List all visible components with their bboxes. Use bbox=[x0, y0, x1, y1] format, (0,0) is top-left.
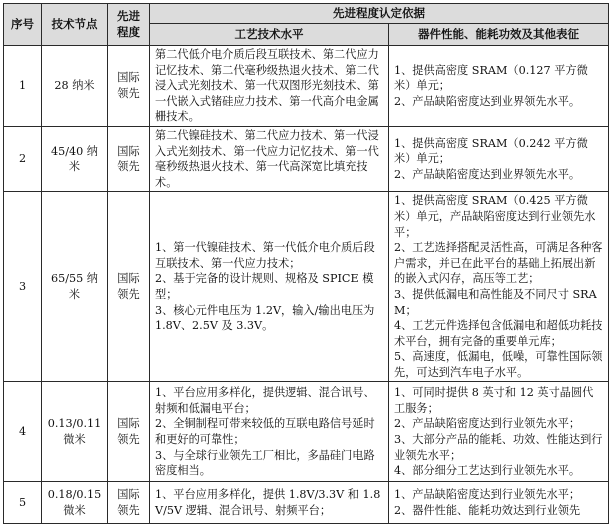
perf-line: 4、部分细分工艺达到行业领先水平。 bbox=[394, 464, 581, 478]
header-perf: 器件性能、能耗功效及其他表征 bbox=[389, 24, 609, 46]
perf-line: 2、工艺选择搭配灵活性高，可满足各种客户需求，并已在此平台的基础上拓展出新的嵌入式闪存，高压等工艺； bbox=[394, 241, 603, 286]
cell-perf bbox=[389, 482, 609, 524]
cell-level: 国际领先 bbox=[108, 126, 150, 191]
tech-line: 1、平台应用多样化，提供 1.8V/3.3V 和 1.8V/5V 逻辑、混合讯号、射频平台； bbox=[155, 488, 381, 517]
cell-tech bbox=[150, 46, 389, 127]
cell-level: 国际领先 bbox=[108, 46, 150, 127]
cell-tech bbox=[150, 382, 389, 482]
tech-line: 2、全铜制程可带来较低的互联电路信号延时和更好的可靠性； bbox=[155, 417, 375, 446]
cell-tech bbox=[150, 126, 389, 191]
cell-tech bbox=[150, 192, 389, 382]
tech-line: 3、与全球行业领先工厂相比，多晶硅门电路密度相当。 bbox=[155, 448, 375, 478]
cell-level: 国际领先 bbox=[108, 382, 150, 482]
table-row bbox=[4, 192, 609, 382]
cell-seq: 4 bbox=[4, 382, 42, 482]
cell-node: 45/40 纳米 bbox=[42, 126, 108, 191]
header-seq: 序号 bbox=[4, 4, 42, 46]
perf-line: 2、产品缺陷密度达到业界领先水平。 bbox=[394, 167, 581, 181]
table-row bbox=[4, 382, 609, 482]
tech-line: 2、基于完备的设计规则、规格及 SPICE 模型； bbox=[155, 272, 374, 301]
tech-line: 3、核心元件电压为 1.2V，输入/输出电压为 1.8V、2.5V 及 3.3V。 bbox=[155, 303, 375, 333]
table-body bbox=[4, 46, 609, 524]
cell-tech bbox=[150, 482, 389, 524]
cell-node: 0.18/0.15 微米 bbox=[42, 482, 108, 524]
cell-node: 28 纳米 bbox=[42, 46, 108, 127]
tech-line: 1、平台应用多样化，提供逻辑、混合讯号、射频和低漏电平台； bbox=[155, 386, 375, 415]
cell-perf bbox=[389, 46, 609, 127]
cell-seq: 2 bbox=[4, 126, 42, 191]
cell-level: 国际领先 bbox=[108, 192, 150, 382]
perf-line: 2、产品缺陷密度达到行业领先水平； bbox=[394, 417, 581, 431]
tech-line: 第二代镍硅技术、第二代应力技术、第一代浸入式光刻技术、第一代应力记忆技术、第一代毫秒级热退火技术、第一代高深宽比填充技术。 bbox=[155, 128, 379, 189]
perf-line: 2、产品缺陷密度达到业界领先水平。 bbox=[394, 94, 581, 108]
perf-line: 1、提供高密度 SRAM（0.127 平方微米）单元； bbox=[394, 63, 588, 93]
cell-seq: 3 bbox=[4, 192, 42, 382]
cell-perf bbox=[389, 126, 609, 191]
cell-seq: 1 bbox=[4, 46, 42, 127]
cell-node: 65/55 纳米 bbox=[42, 192, 108, 382]
cell-seq: 5 bbox=[4, 482, 42, 524]
perf-line: 4、工艺元件选择包含低漏电和超低功耗技术平台，拥有完备的重要单元库； bbox=[394, 319, 603, 348]
cell-perf bbox=[389, 192, 609, 382]
cell-perf bbox=[389, 382, 609, 482]
perf-line: 1、提供高密度 SRAM（0.242 平方微米）单元； bbox=[394, 136, 588, 166]
cell-node: 0.13/0.11 微米 bbox=[42, 382, 108, 482]
table-row bbox=[4, 46, 609, 127]
cell-level: 国际领先 bbox=[108, 482, 150, 524]
perf-line: 3、提供低漏电和高性能及不同尺寸 SRAM； bbox=[394, 287, 597, 317]
table-row bbox=[4, 126, 609, 191]
tech-node-table bbox=[3, 3, 609, 524]
header-node: 技术节点 bbox=[42, 4, 108, 46]
header-basis: 先进程度认定依据 bbox=[150, 4, 609, 24]
perf-line: 1、产品缺陷密度达到行业领先水平； bbox=[394, 488, 581, 502]
perf-line: 3、大部分产品的能耗、功效、性能达到行业领先水平； bbox=[394, 432, 603, 462]
table-row bbox=[4, 482, 609, 524]
header-level: 先进程度 bbox=[108, 4, 150, 46]
perf-line: 5、高速度，低漏电，低噪，可靠性国际领先，可达到汽车电子水平。 bbox=[394, 350, 603, 379]
tech-line: 1、第一代镍硅技术、第一代低介电介质后段互联技术、第一代应力技术； bbox=[155, 241, 375, 270]
perf-line: 2、器件性能、能耗功效达到行业领先 bbox=[394, 503, 581, 517]
perf-line: 1、可同时提供 8 英寸和 12 英寸晶圆代工服务； bbox=[394, 386, 594, 415]
tech-line: 第二代低介电介质后段互联技术、第二代应力记忆技术、第二代毫秒级热退火技术、第二代浸入式光刻技术、第一代双图形光刻技术、第一代嵌入式锗硅应力技术、第一代高介电金属栅技术。 bbox=[155, 48, 379, 124]
perf-line: 1、提供高密度 SRAM（0.425 平方微米）单元，产品缺陷密度达到行业领先水平； bbox=[394, 194, 596, 239]
header-tech: 工艺技术水平 bbox=[150, 24, 389, 46]
